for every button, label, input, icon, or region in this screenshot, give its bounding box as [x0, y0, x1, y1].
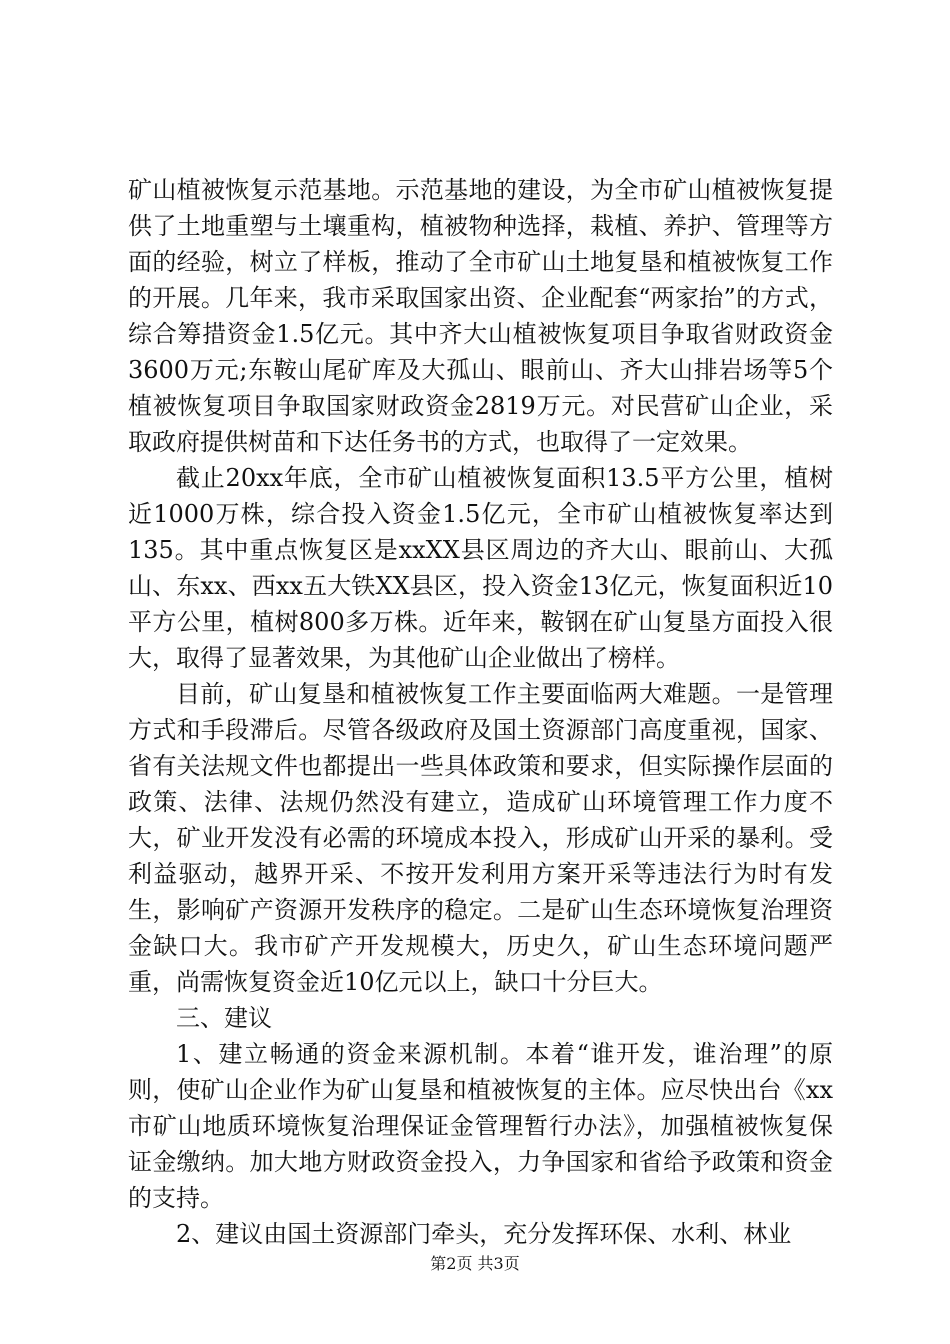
paragraph-2: 截止20xx年底，全市矿山植被恢复面积13.5平方公里，植树近1000万株，综合投入资金1.5亿元，全市矿山植被恢复率达到135。其中重点恢复区是xxXX县区周边的齐大山、眼前山、大孤山、东xx、西xx五大铁XX县区，投入资金13亿元，恢复面积近10平方公里，植树800多万株。近年来，鞍钢在矿山复垦方面投入很大，取得了显著效果，为其他矿山企业做出了榜样。	[128, 464, 833, 672]
page-number-footer: 第2页 共3页	[430, 1254, 520, 1273]
paragraph-1: 矿山植被恢复示范基地。示范基地的建设，为全市矿山植被恢复提供了土地重塑与土壤重构，植被物种选择，栽植、养护、管理等方面的经验，树立了样板，推动了全市矿山土地复垦和植被恢复工作的开展。几年来，我市采取国家出资、企业配套“两家抬”的方式，综合筹措资金1.5亿元。其中齐大山植被恢复项目争取省财政资金3600万元;东鞍山尾矿库及大孤山、眼前山、齐大山排岩场等5个植被恢复项目争取国家财政资金2819万元。对民营矿山企业，采取政府提供树苗和下达任务书的方式，也取得了一定效果。	[128, 176, 833, 456]
section-heading-suggestions: 三、建议	[176, 1004, 272, 1032]
paragraph-3: 目前，矿山复垦和植被恢复工作主要面临两大难题。一是管理方式和手段滞后。尽管各级政府及国土资源部门高度重视，国家、省有关法规文件也都提出一些具体政策和要求，但实际操作层面的政策、法律、法规仍然没有建立，造成矿山环境管理工作力度不大，矿业开发没有必需的环境成本投入，形成矿山开采的暴利。受利益驱动，越界开采、不按开发利用方案开采等违法行为时有发生，影响矿产资源开发秩序的稳定。二是矿山生态环境恢复治理资金缺口大。我市矿产开发规模大，历史久，矿山生态环境问题严重，尚需恢复资金近10亿元以上，缺口十分巨大。	[128, 680, 833, 996]
document-body	[128, 172, 833, 1252]
paragraph-suggestion-2: 2、建议由国土资源部门牵头，充分发挥环保、水利、林业	[176, 1220, 792, 1248]
paragraph-suggestion-1: 1、建立畅通的资金来源机制。本着“谁开发，谁治理”的原则，使矿山企业作为矿山复垦和植被恢复的主体。应尽快出台《xx市矿山地质环境恢复治理保证金管理暂行办法》，加强植被恢复保证金缴纳。加大地方财政资金投入，力争国家和省给予政策和资金的支持。	[128, 1040, 833, 1212]
